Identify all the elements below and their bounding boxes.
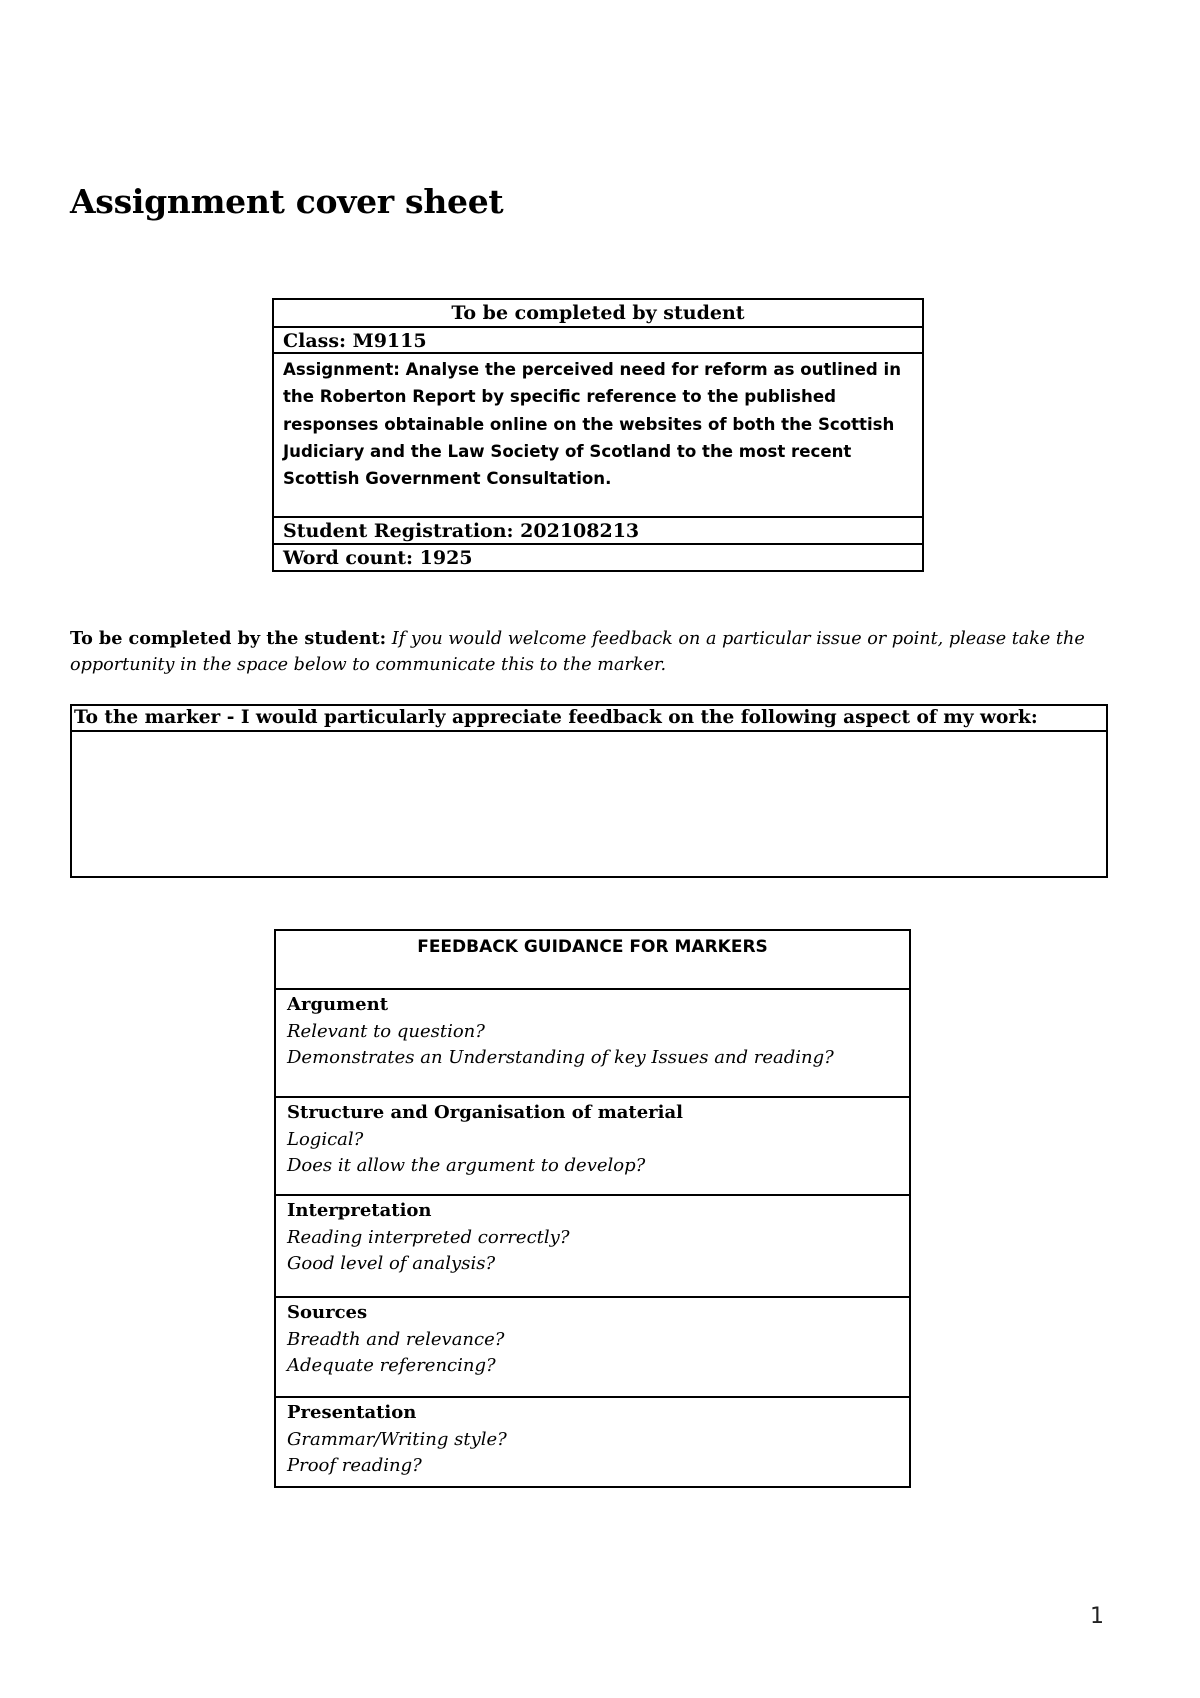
section-question: Relevant to question? bbox=[287, 1020, 485, 1042]
section-question: Proof reading? bbox=[287, 1455, 422, 1476]
guidance-section-argument bbox=[276, 990, 909, 1096]
student-table-header: To be completed by student bbox=[451, 302, 745, 324]
section-question: Logical? bbox=[287, 1128, 364, 1150]
student-details-table bbox=[272, 298, 924, 572]
student-instructions bbox=[70, 626, 1115, 678]
section-question: Breadth and relevance? bbox=[287, 1328, 505, 1350]
assignment-field: Assignment: Analyse the perceived need for reform as outlined in the Roberton Report by specific reference to the published responses obtainable online on the websites of both the Scottish Judiciary and the Law Society of Scotland to the most recent Scottish Government Consultation. bbox=[274, 352, 922, 516]
section-heading: Presentation bbox=[287, 1402, 417, 1423]
section-heading: Structure and Organisation of material bbox=[287, 1102, 684, 1123]
section-question: Adequate referencing? bbox=[287, 1355, 496, 1376]
registration-field: Student Registration: 202108213 bbox=[274, 516, 922, 543]
section-heading: Argument bbox=[287, 994, 389, 1015]
guidance-section-presentation bbox=[276, 1396, 909, 1486]
section-question: Reading interpreted correctly? bbox=[287, 1226, 570, 1248]
page-title: Assignment cover sheet bbox=[70, 182, 504, 221]
marker-feedback-box bbox=[70, 704, 1108, 878]
instructions-body: If you would welcome feedback on a particular issue or point, please take the opportunity in the space below to communicate this to the marker. bbox=[70, 629, 1085, 675]
section-question: Good level of analysis? bbox=[287, 1253, 496, 1274]
instructions-lead: To be completed by the student: bbox=[70, 628, 387, 649]
guidance-section-sources bbox=[276, 1296, 909, 1396]
section-question: Grammar/Writing style? bbox=[287, 1428, 507, 1450]
section-question: Demonstrates an Understanding of key Issues and reading? bbox=[287, 1047, 834, 1068]
marker-box-header: To the marker - I would particularly appreciate feedback on the following aspect of my work: bbox=[72, 706, 1106, 732]
section-question: Does it allow the argument to develop? bbox=[287, 1155, 646, 1176]
word-count-field: Word count: 1925 bbox=[274, 543, 922, 570]
feedback-guidance-table bbox=[274, 929, 911, 1488]
guidance-section-interpretation bbox=[276, 1194, 909, 1296]
section-heading: Interpretation bbox=[287, 1200, 432, 1221]
guidance-section-structure bbox=[276, 1096, 909, 1194]
section-heading: Sources bbox=[287, 1302, 368, 1323]
page-number: 1 bbox=[1090, 1604, 1104, 1629]
feedback-guidance-header: FEEDBACK GUIDANCE FOR MARKERS bbox=[276, 931, 909, 990]
class-field: Class: M9115 bbox=[274, 326, 922, 352]
